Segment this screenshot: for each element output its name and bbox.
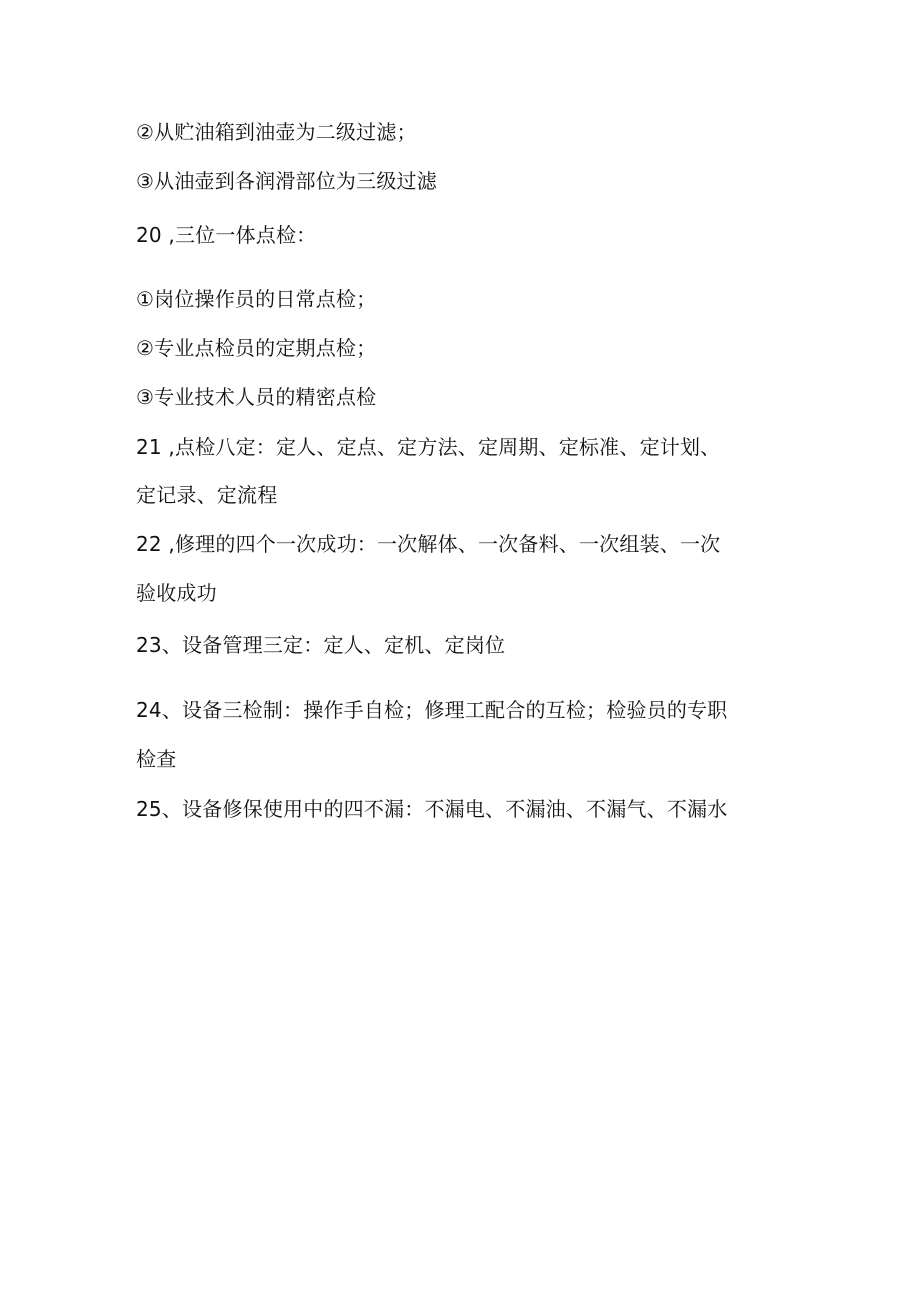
text-line: 检查 xyxy=(136,747,177,771)
text-line: 验收成功 xyxy=(136,581,217,605)
text-line: 定记录、定流程 xyxy=(136,483,278,507)
section-heading: 20 ,三位一体点检： xyxy=(136,223,317,247)
text-line: ②专业点检员的定期点检； xyxy=(136,336,377,360)
text-line: 24、设备三检制：操作手自检；修理工配合的互检；检验员的专职 xyxy=(136,698,728,722)
text-line: 23、设备管理三定：定人、定机、定岗位 xyxy=(136,633,506,657)
text-line: ①岗位操作员的日常点检； xyxy=(136,287,377,311)
text-line: ③专业技术人员的精密点检 xyxy=(136,385,377,409)
text-line: 22 ,修理的四个一次成功：一次解体、一次备料、一次组装、一次 xyxy=(136,532,721,556)
text-line: ③从油壶到各润滑部位为三级过滤 xyxy=(136,169,437,193)
text-line: 21 ,点检八定：定人、定点、定方法、定周期、定标准、定计划、 xyxy=(136,435,721,459)
text-line: ②从贮油箱到油壶为二级过滤； xyxy=(136,120,417,144)
text-line: 25、设备修保使用中的四不漏：不漏电、不漏油、不漏气、不漏水 xyxy=(136,797,728,821)
